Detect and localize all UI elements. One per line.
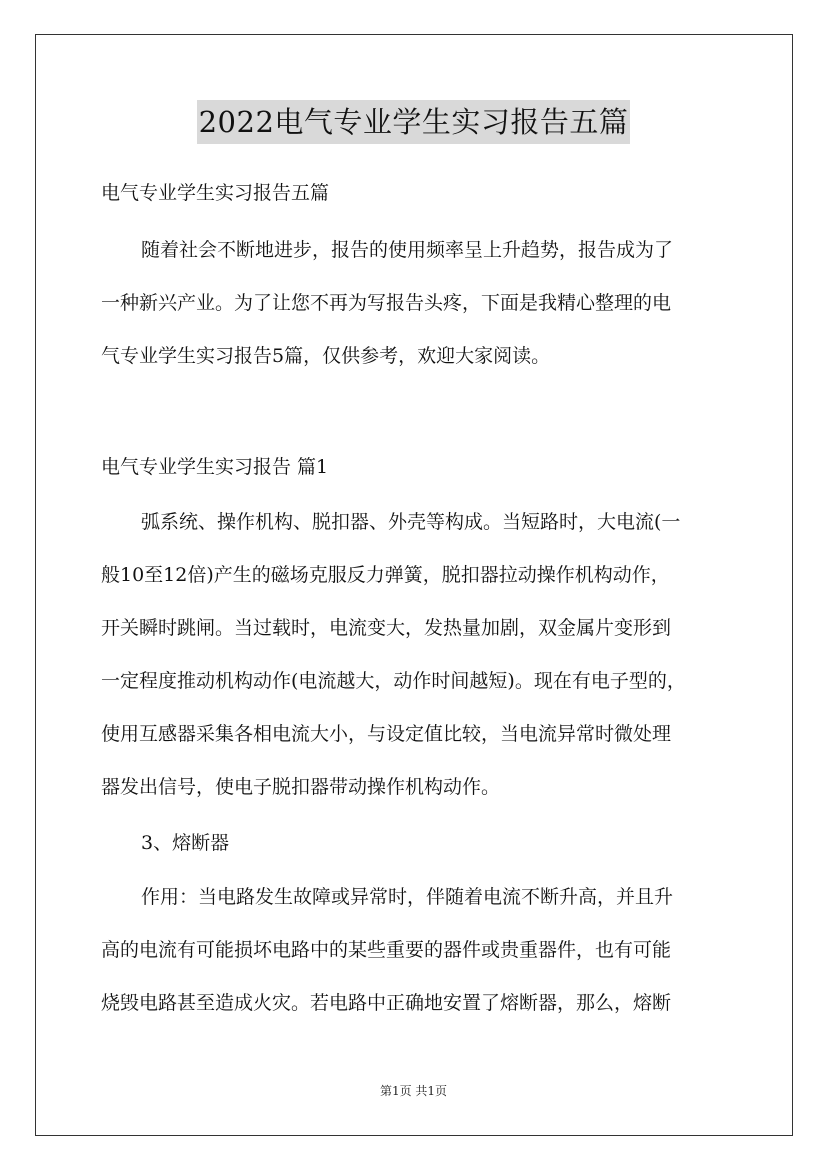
text-line: 一定程度推动机构动作(电流越大，动作时间越短)。现在有电子型的，: [101, 670, 686, 692]
document-title: [0, 100, 827, 144]
text-line: 一种新兴产业。为了让您不再为写报告头疼，下面是我精心整理的电: [101, 292, 672, 314]
text-line: 器发出信号，使电子脱扣器带动操作机构动作。: [101, 776, 501, 798]
text-line: 烧毁电路甚至造成火灾。若电路中正确地安置了熔断器，那么，熔断: [101, 992, 672, 1014]
text-line: 使用互感器采集各相电流大小，与设定值比较，当电流异常时微处理: [101, 723, 672, 745]
text-line: 弧系统、操作机构、脱扣器、外壳等构成。当短路时，大电流(一: [141, 511, 681, 533]
text-line: 般10至12倍)产生的磁场克服反力弹簧，脱扣器拉动操作机构动作，: [101, 564, 670, 586]
section-heading: 电气专业学生实习报告 篇1: [101, 456, 329, 478]
document-title-text: 2022电气专业学生实习报告五篇: [197, 100, 631, 144]
text-line: 开关瞬时跳闸。当过载时，电流变大，发热量加剧，双金属片变形到: [101, 617, 672, 639]
text-line: 随着社会不断地进步，报告的使用频率呈上升趋势，报告成为了: [141, 239, 674, 261]
text-line-subtitle: 电气专业学生实习报告五篇: [101, 182, 330, 204]
text-line: 气专业学生实习报告5篇，仅供参考，欢迎大家阅读。: [101, 345, 551, 367]
text-line: 高的电流有可能损坏电路中的某些重要的器件或贵重器件，也有可能: [101, 939, 672, 961]
text-line: 作用：当电路发生故障或异常时，伴随着电流不断升高，并且升: [141, 886, 674, 908]
page-footer: 第1页 共1页: [379, 1084, 448, 1098]
subsection-heading: 3、熔断器: [141, 832, 230, 854]
